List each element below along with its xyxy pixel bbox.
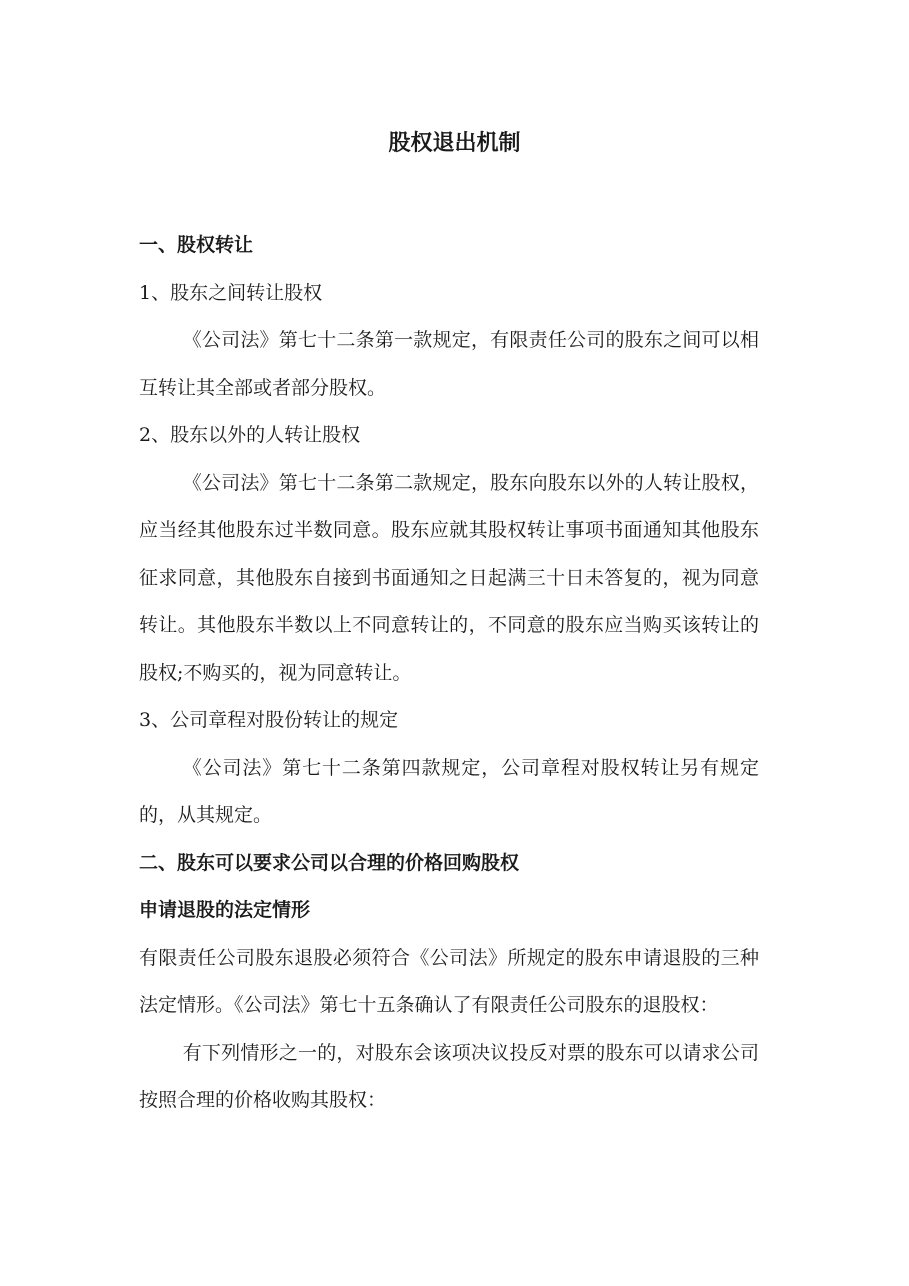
section-2-subheading: 申请退股的法定情形 (139, 899, 311, 921)
section-1-heading: 一、股权转让 (139, 234, 254, 256)
document-body (139, 222, 759, 1125)
section-2-heading: 二、股东可以要求公司以合理的价格回购股权 (139, 851, 520, 874)
item-1-label: 1、股东之间转让股权 (139, 281, 323, 304)
section-2-paragraph-1: 有限责任公司股东退股必须符合《公司法》所规定的股东申请退股的三种法定情形。《公司法》第七十五条确认了有限责任公司股东的退股权： (139, 946, 759, 1016)
item-2-label: 2、股东以外的人转让股权 (139, 424, 361, 446)
item-2-text: 《公司法》第七十二条第二款规定，股东向股东以外的人转让股权，应当经其他股东过半数同意。股东应就其股权转让事项书面通知其他股东征求同意，其他股东自接到书面通知之日起满三十日未答复的，视为同意转让。其他股东半数以上不同意转让的，不同意的股东应当购买该转让的股权;不购买的，视为同意转让。 (139, 471, 759, 684)
item-1-text: 《公司法》第七十二条第一款规定，有限责任公司的股东之间可以相互转让其全部或者部分股权。 (139, 329, 759, 399)
document-title: 股权退出机制 (388, 131, 521, 156)
section-2-paragraph-2: 有下列情形之一的，对股东会该项决议投反对票的股东可以请求公司按照合理的价格收购其股权： (139, 1041, 759, 1111)
item-3-label: 3、公司章程对股份转让的规定 (139, 709, 399, 731)
item-3-text: 《公司法》第七十二条第四款规定，公司章程对股权转让另有规定的，从其规定。 (139, 756, 759, 826)
